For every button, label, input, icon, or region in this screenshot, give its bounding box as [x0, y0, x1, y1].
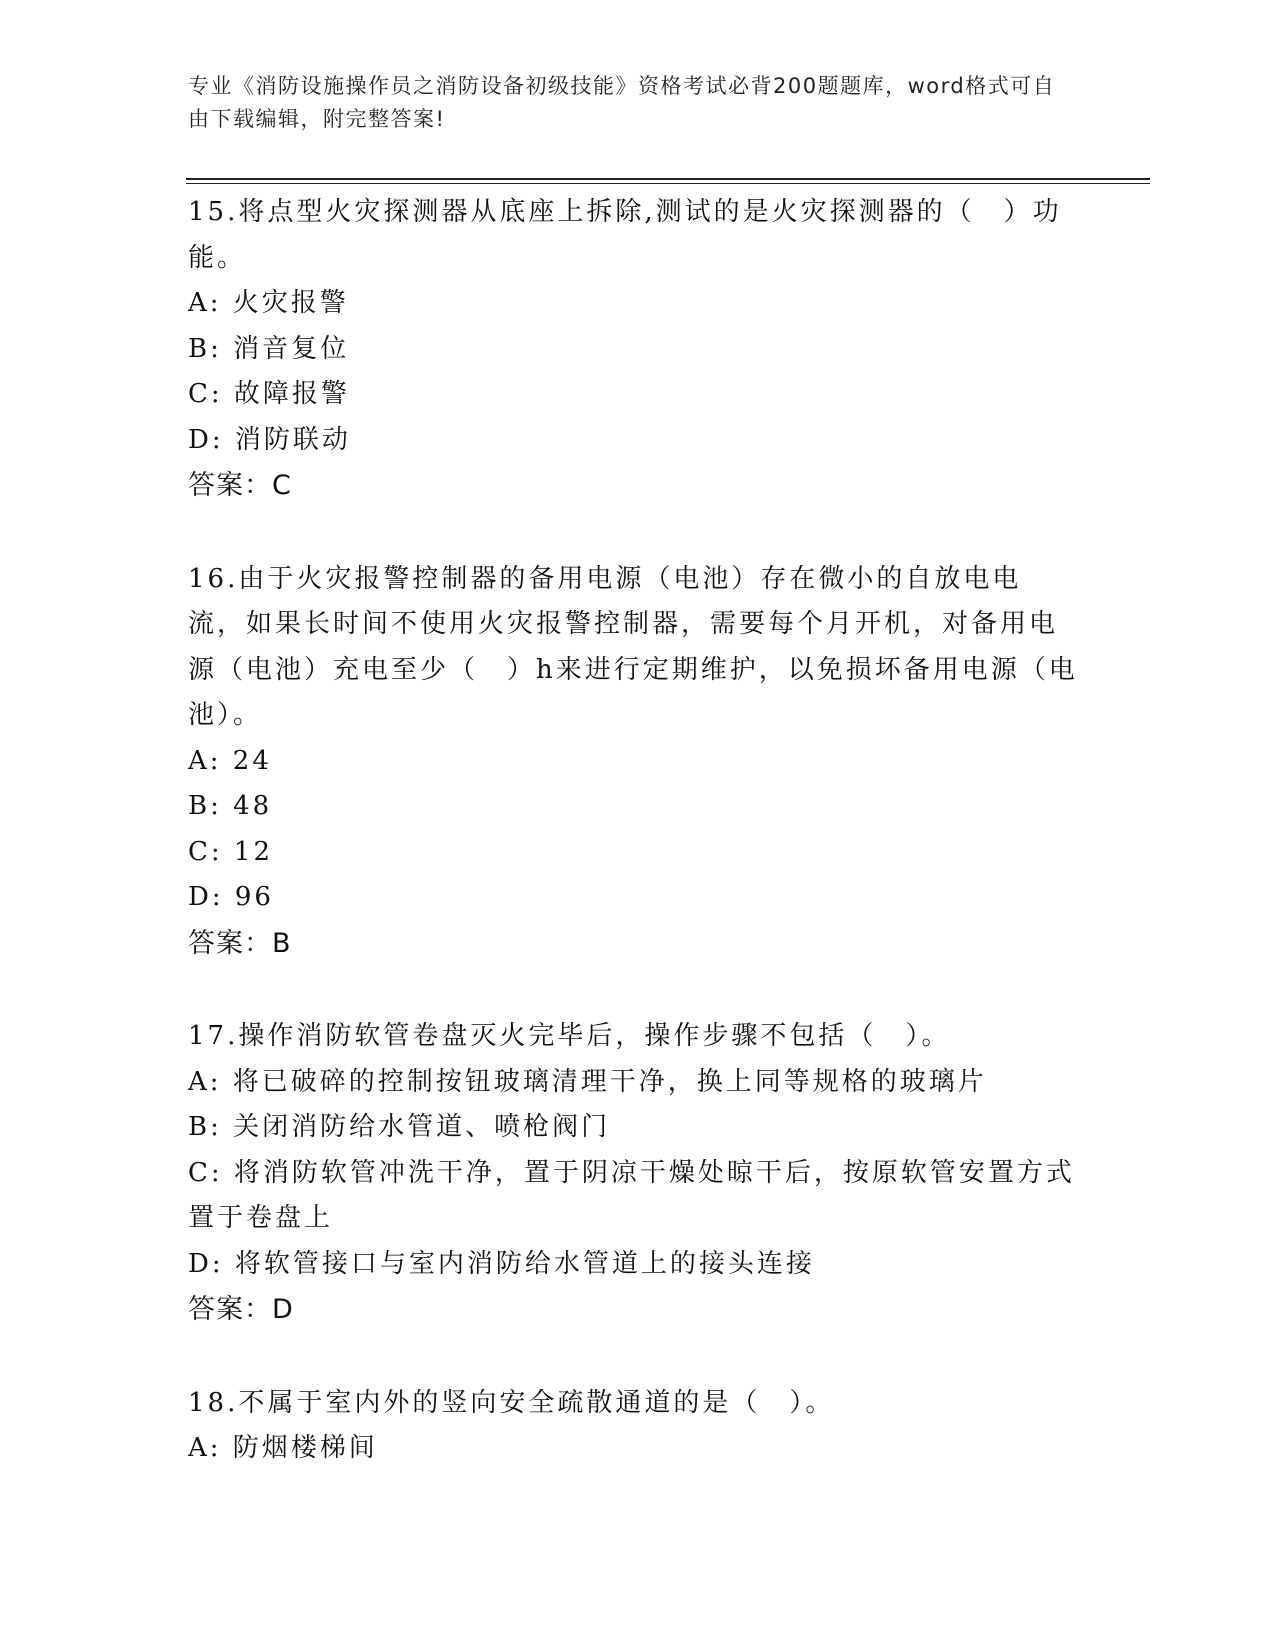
option-a: A: 24 — [188, 745, 272, 776]
option-list — [188, 1060, 1078, 1288]
option-b: B: 48 — [188, 791, 273, 821]
option-c: C: 将消防软管冲洗干净，置于阴凉干燥处晾干后，按原软管安置方式置于卷盘上 — [188, 1157, 1075, 1233]
question-stem: 15.将点型火灾探测器从底座上拆除,测试的是火灾探测器的（ ）功能。 — [188, 197, 1062, 273]
answer-line: 答案：C — [188, 470, 292, 501]
option-d: D: 将软管接口与室内消防给水管道上的接头连接 — [188, 1248, 815, 1279]
question-16 — [188, 557, 1078, 967]
page-header: 专业《消防设施操作员之消防设备初级技能》资格考试必背200题题库，word格式可自由下载编辑，附完整答案! — [188, 74, 1056, 131]
option-list — [188, 281, 1078, 463]
option-c: C: 故障报警 — [188, 379, 350, 409]
header-divider-thick — [186, 178, 1150, 180]
question-stem: 18.不属于室内外的竖向安全疏散通道的是（ ）。 — [188, 1387, 835, 1418]
question-stem: 16.由于火灾报警控制器的备用电源（电池）存在微小的自放电电流，如果长时间不使用火灾报警控制器，需要每个月开机，对备用电源（电池）充电至少（ ）h来进行定期维护，以免损坏备用电源（电池）。 — [188, 563, 1078, 730]
option-a: A: 防烟楼梯间 — [188, 1433, 378, 1463]
question-15 — [188, 190, 1078, 509]
option-c: C: 12 — [188, 836, 274, 867]
answer-line: 答案：B — [188, 927, 292, 959]
question-17 — [188, 1014, 1078, 1333]
question-stem: 17.操作消防软管卷盘灭火完毕后，操作步骤不包括（ ）。 — [188, 1021, 951, 1051]
option-a: A: 将已破碎的控制按钮玻璃清理干净，换上同等规格的玻璃片 — [188, 1066, 987, 1097]
option-d: D: 96 — [188, 882, 274, 912]
header-divider-thin — [186, 183, 1150, 184]
answer-line: 答案：D — [188, 1294, 294, 1325]
question-18 — [188, 1381, 1078, 1472]
question-list — [188, 190, 1078, 1520]
option-a: A: 火灾报警 — [188, 288, 349, 318]
option-b: B: 关闭消防给水管道、喷枪阀门 — [188, 1112, 611, 1142]
option-list — [188, 739, 1078, 921]
option-b: B: 消音复位 — [188, 333, 350, 364]
option-d: D: 消防联动 — [188, 424, 351, 455]
option-list — [188, 1426, 1078, 1472]
